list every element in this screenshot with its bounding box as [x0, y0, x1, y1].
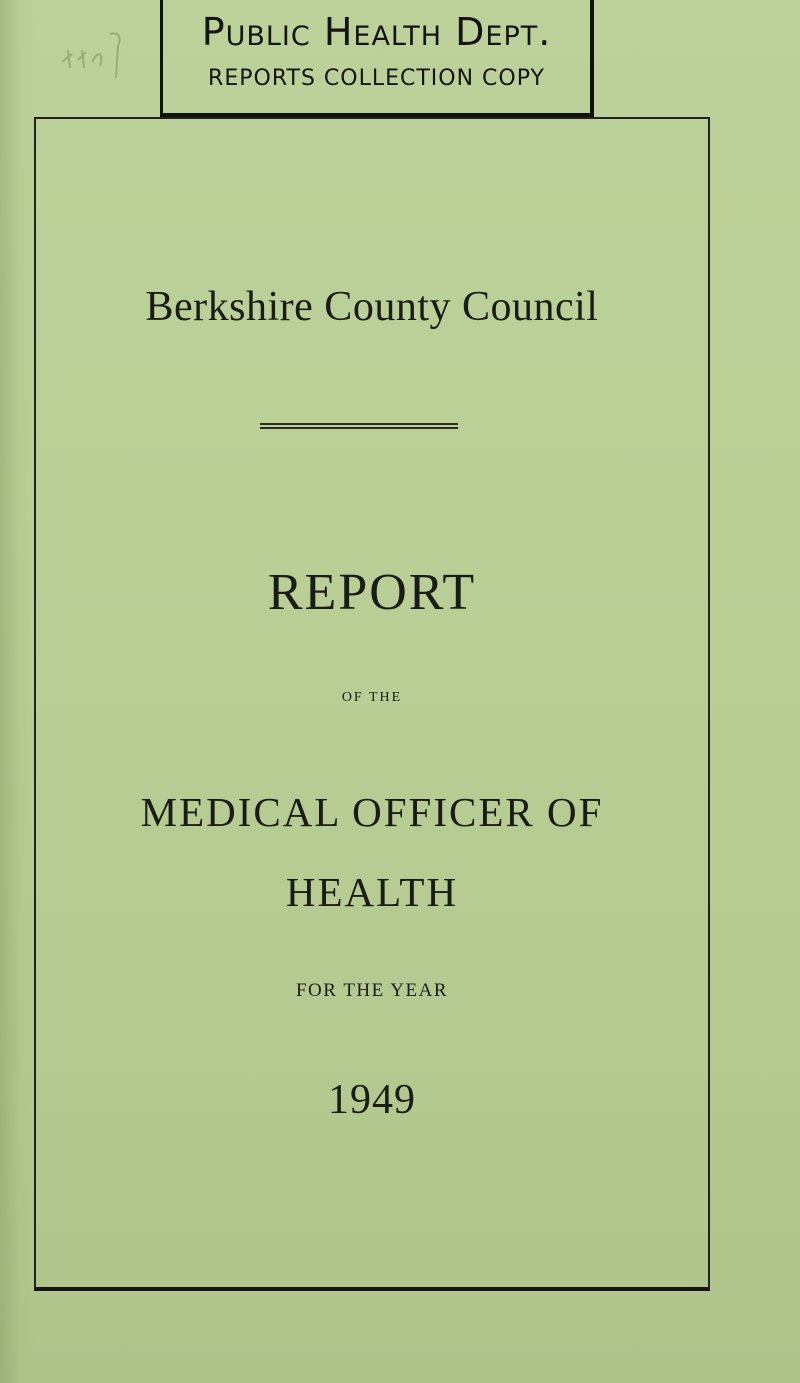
report-year: 1949 — [328, 1077, 416, 1123]
stamp-subtitle: REPORTS COLLECTION COPY — [208, 66, 545, 91]
stamp-title: Public Health Dept. — [201, 10, 552, 54]
title-line-1: MEDICAL OFFICER OF — [140, 789, 604, 835]
report-heading: REPORT — [267, 564, 477, 621]
library-stamp — [160, 0, 594, 118]
binding-edge — [0, 0, 34, 1383]
for-the-year-label: FOR THE YEAR — [295, 980, 449, 1001]
pencil-annotation-icon — [58, 22, 128, 82]
title-line-2: HEALTH — [285, 869, 459, 915]
council-name: Berkshire County Council — [145, 284, 599, 330]
of-the-label: OF THE — [341, 690, 403, 705]
double-rule-divider — [260, 423, 458, 429]
